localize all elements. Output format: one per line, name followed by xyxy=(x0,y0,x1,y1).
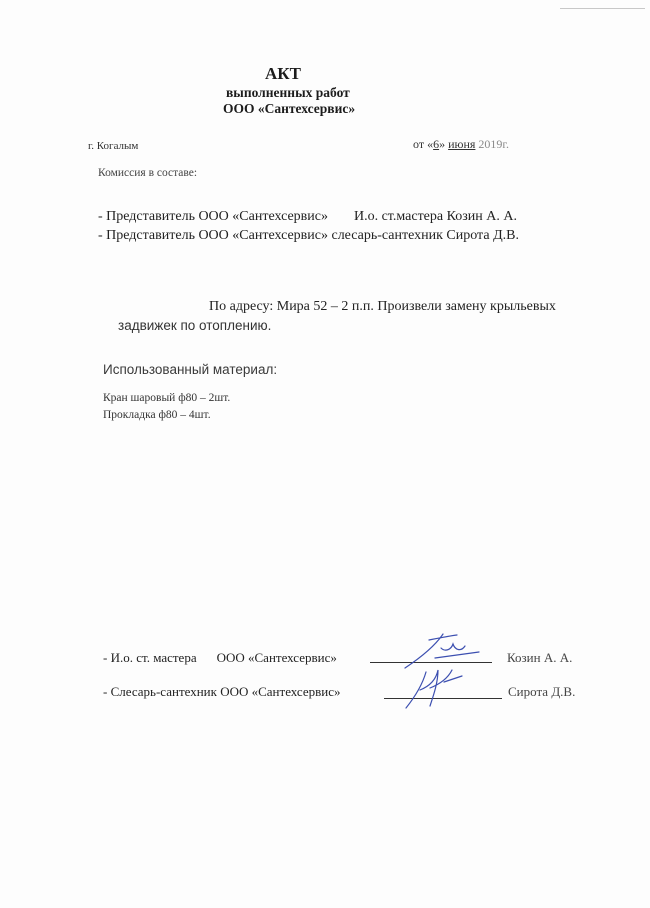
signature-row-1 xyxy=(103,650,337,666)
materials-heading: Использованный материал: xyxy=(103,362,278,377)
scan-edge-line xyxy=(560,8,645,9)
signature-1-position: - И.о. ст. мастера xyxy=(103,650,197,665)
date-year: 2019г. xyxy=(475,137,509,151)
signature-2-label: - Слесарь-сантехник ООО «Сантехсервис» xyxy=(103,684,341,699)
signature-1-name: Козин А. А. xyxy=(507,650,573,665)
commission-member-1 xyxy=(98,209,517,225)
date-month: июня xyxy=(448,137,476,151)
date-mid: » xyxy=(439,137,449,151)
document-subtitle: выполненных работ xyxy=(226,85,350,100)
member-1-role: - Представитель ООО «Сантехсервис» xyxy=(98,209,328,224)
commission-label: Комиссия в составе: xyxy=(98,167,198,179)
date-day: 6 xyxy=(433,137,440,151)
city: г. Когалым xyxy=(88,140,139,152)
member-1-position: И.о. ст.мастера Козин А. А. xyxy=(353,209,517,224)
company-name: ООО «Сантехсервис» xyxy=(223,101,356,116)
date-prefix: от « xyxy=(413,137,434,151)
work-description-line-2: задвижек по отоплению. xyxy=(118,318,272,333)
document-title: АКТ xyxy=(265,64,301,83)
handwritten-signature-2 xyxy=(400,664,470,714)
signature-2-name: Сирота Д.В. xyxy=(508,684,576,699)
signature-1-company: ООО «Сантехсервис» xyxy=(216,650,337,665)
work-description-line-1: По адресу: Мира 52 – 2 п.п. Произвели замену крыльевых xyxy=(209,299,556,314)
document-date xyxy=(413,137,509,152)
material-item: Кран шаровый ф80 – 2шт. xyxy=(103,392,231,404)
material-item: Прокладка ф80 – 4шт. xyxy=(103,409,211,421)
commission-member-2: - Представитель ООО «Сантехсервис» слесарь-сантехник Сирота Д.В. xyxy=(98,228,519,243)
